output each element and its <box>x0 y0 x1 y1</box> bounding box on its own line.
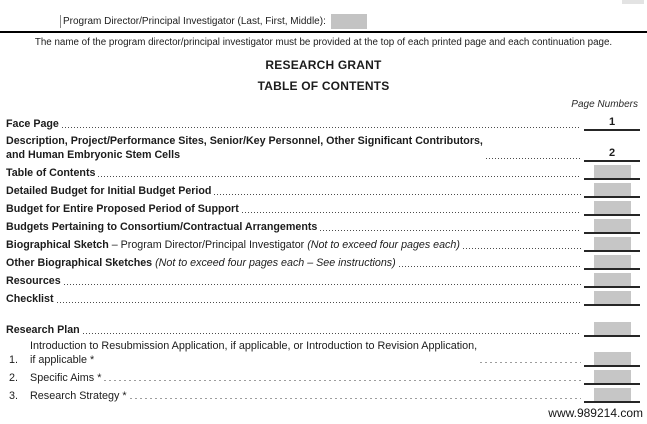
page-numbers-column-label: Page Numbers <box>571 99 638 110</box>
toc-row-label: Biographical Sketch <box>6 238 109 251</box>
pi-name-input-field[interactable] <box>331 14 367 29</box>
item-number: 1. <box>9 353 19 366</box>
toc-row-other-biosketches <box>6 252 640 270</box>
item-number: 2. <box>9 371 19 384</box>
toc-row-label: Specific Aims * <box>30 371 102 384</box>
page-number-cell <box>584 352 640 367</box>
page-number-field[interactable] <box>594 273 631 286</box>
page-number-field[interactable] <box>594 219 631 232</box>
toc-row-research-plan <box>6 319 640 337</box>
toc-row-label: Research Strategy * <box>30 389 127 402</box>
toc-row-label: Table of Contents <box>6 166 96 179</box>
pi-name-field-label: Program Director/Principal Investigator (Last, First, Middle): <box>63 16 326 27</box>
toc-row-biographical-sketch <box>6 234 640 252</box>
pi-name-field-row <box>0 0 647 33</box>
toc-row-introduction <box>6 337 640 367</box>
dotted-leader <box>480 362 581 363</box>
page-number-value: 1 <box>608 116 616 128</box>
toc-row-label: Resources <box>6 274 61 287</box>
page-number-field[interactable] <box>594 183 631 196</box>
dotted-leader <box>57 302 581 304</box>
dotted-leader <box>399 266 581 268</box>
toc-row-budget-entire-period <box>6 198 640 216</box>
toc-row-detailed-budget <box>6 180 640 198</box>
toc-row-face-page <box>6 113 640 131</box>
toc-row-resources <box>6 270 640 288</box>
page-number-field[interactable] <box>594 237 631 250</box>
page-number-value: 2 <box>608 147 616 159</box>
dotted-leader <box>463 248 581 250</box>
page-number-cell <box>584 201 640 216</box>
dotted-leader <box>98 176 581 178</box>
field-tick-mark <box>60 15 61 28</box>
toc-row-label: Checklist <box>6 292 54 305</box>
page-number-cell <box>584 322 640 337</box>
item-number: 3. <box>9 389 19 402</box>
page-number-field[interactable] <box>594 165 631 178</box>
dotted-leader <box>130 398 581 399</box>
toc-row-research-strategy <box>6 385 640 403</box>
page-number-cell <box>584 165 640 180</box>
toc-row-label: Detailed Budget for Initial Budget Period <box>6 184 212 197</box>
page-number-cell <box>584 147 640 162</box>
dotted-leader <box>242 212 581 214</box>
toc-row-label-line2: and Human Embryonic Stem Cells <box>6 148 181 161</box>
page-number-field[interactable] <box>594 255 631 268</box>
dotted-leader <box>486 158 581 160</box>
toc-row-specific-aims <box>6 367 640 385</box>
page-number-cell <box>584 273 640 288</box>
toc-row-description <box>6 131 640 162</box>
page-number-cell <box>584 116 640 131</box>
page-number-field[interactable] <box>594 352 631 365</box>
page-title-research-grant: RESEARCH GRANT <box>265 58 382 72</box>
toc-row-note: (Not to exceed four pages each – See instructions) <box>155 256 396 269</box>
dotted-leader <box>320 230 581 232</box>
page-number-cell <box>584 237 640 252</box>
toc-row-label-line1: Description, Project/Performance Sites, Senior/Key Personnel, Other Significant Contributors, <box>6 135 483 147</box>
page-number-cell <box>584 219 640 234</box>
page-number-field[interactable] <box>594 201 631 214</box>
toc-row-label: Other Biographical Sketches <box>6 256 153 269</box>
dotted-leader <box>64 284 581 286</box>
toc-row-label: Research Plan <box>6 323 80 336</box>
toc-row-checklist <box>6 288 640 306</box>
scan-corner-artifact <box>622 0 644 4</box>
page-number-cell <box>584 388 640 403</box>
page-number-field[interactable] <box>594 291 631 304</box>
page-number-field[interactable] <box>594 370 631 383</box>
dotted-leader <box>83 333 581 335</box>
toc-list <box>0 111 647 403</box>
page-number-cell <box>584 255 640 270</box>
toc-row-table-of-contents <box>6 162 640 180</box>
dotted-leader <box>62 127 581 129</box>
page-title-table-of-contents: TABLE OF CONTENTS <box>257 79 390 93</box>
header-instruction: The name of the program director/principal investigator must be provided at the top of each printed page and each continuation page. <box>34 37 613 48</box>
toc-row-label-line2: if applicable * <box>30 353 95 366</box>
dotted-leader <box>104 380 581 381</box>
page-number-field[interactable] <box>594 322 631 335</box>
toc-row-sublabel: – Program Director/Principal Investigator <box>111 238 305 251</box>
toc-row-budgets-consortium <box>6 216 640 234</box>
dotted-leader <box>214 194 581 196</box>
watermark-text: www.989214.com <box>548 406 643 420</box>
toc-row-label-line1: Introduction to Resubmission Application, if applicable, or Introduction to Revision Application, <box>30 340 478 352</box>
toc-row-label: Budgets Pertaining to Consortium/Contractual Arrangements <box>6 220 318 233</box>
page-number-cell <box>584 291 640 306</box>
page-number-cell <box>584 370 640 385</box>
toc-row-label: Budget for Entire Proposed Period of Support <box>6 202 239 215</box>
toc-row-note: (Not to exceed four pages each) <box>307 238 460 251</box>
page-number-field[interactable] <box>594 388 631 401</box>
toc-row-label: Face Page <box>6 117 59 130</box>
page-number-cell <box>584 183 640 198</box>
